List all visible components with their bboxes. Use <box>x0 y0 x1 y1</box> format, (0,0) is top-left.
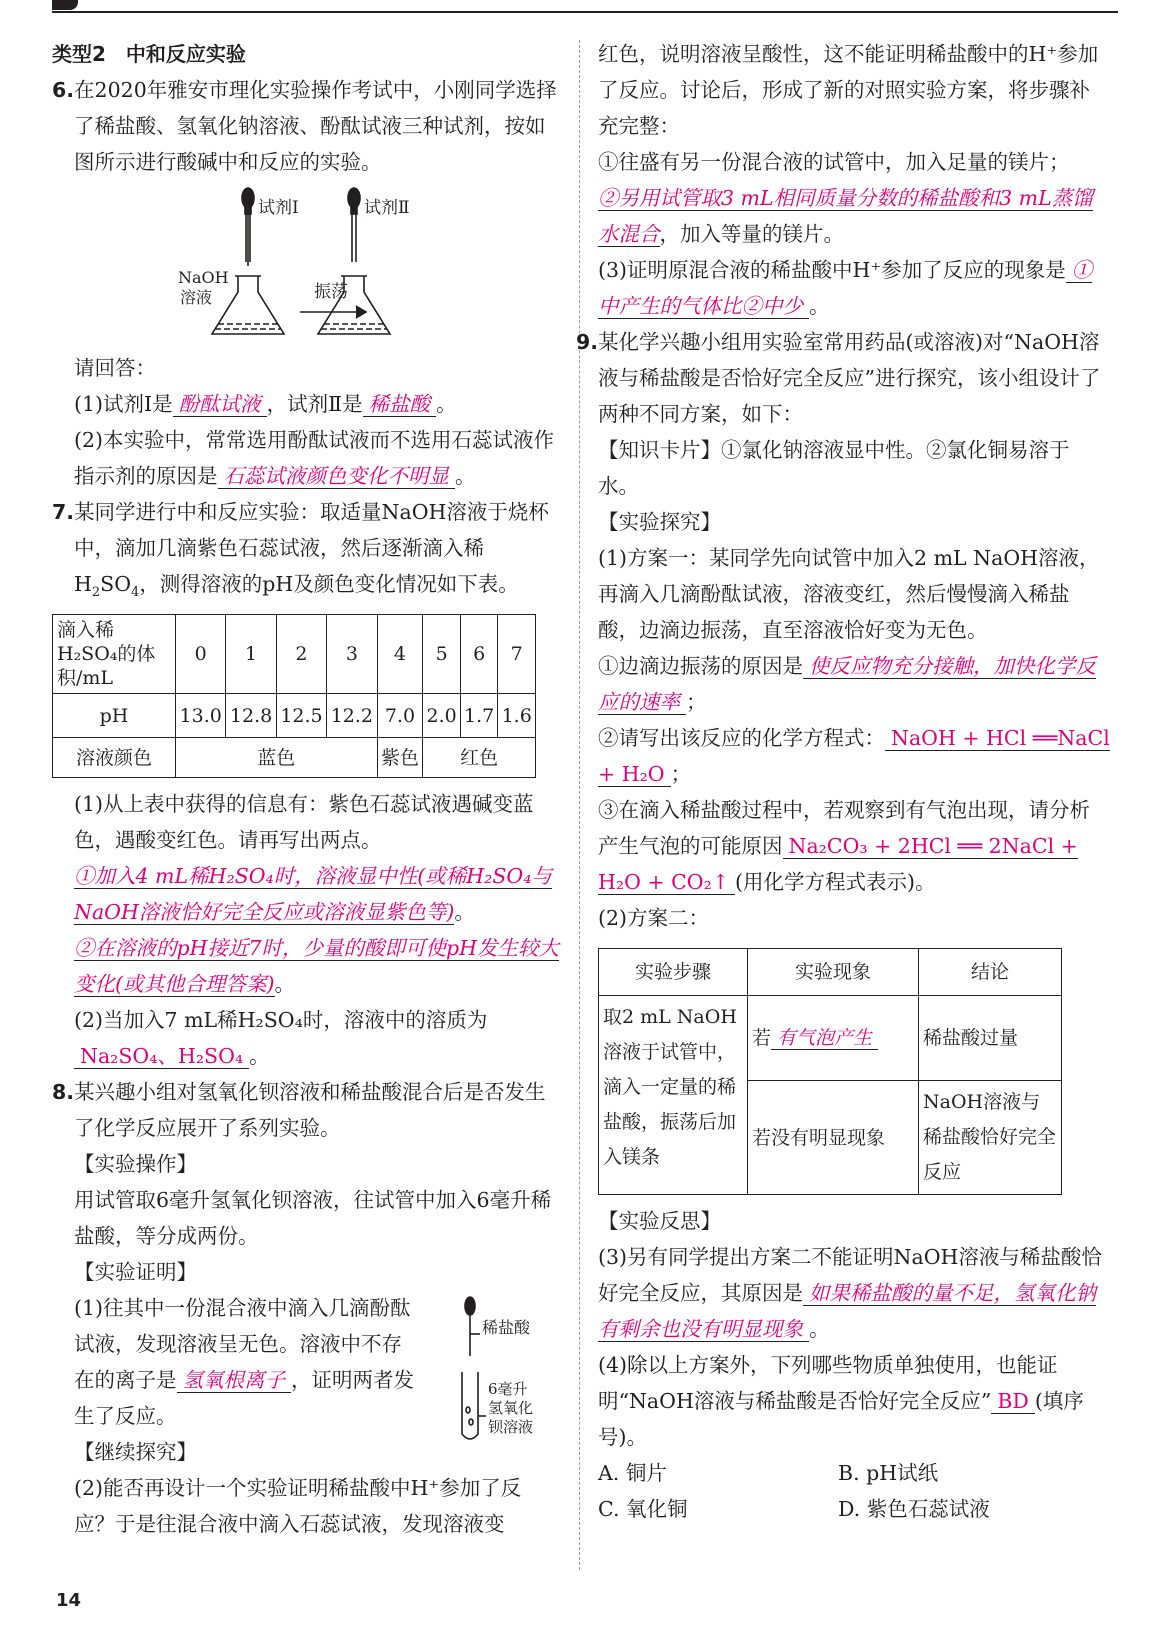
ph-header: pH <box>53 694 176 738</box>
q7-part2: (2)当加入7 mL稀H₂SO₄时，溶液中的溶质为 <box>74 1008 488 1032</box>
volume-header: 滴入稀H₂SO₄的体积/mL <box>53 615 176 694</box>
ph-cell: 2.0 <box>423 694 461 738</box>
volume-cell: 1 <box>226 615 276 694</box>
q8-stem: 某兴趣小组对氢氧化钡溶液和稀盐酸混合后是否发生了化学反应展开了系列实验。 <box>74 1080 546 1140</box>
plan2-table <box>598 948 1062 1195</box>
ph-cell: 12.5 <box>276 694 326 738</box>
color-red-cell: 红色 <box>423 738 536 778</box>
q9-stem: 某化学兴趣小组用实验室常用药品(或溶液)对“NaOH溶液与稀盐酸是否恰好完全反应”进行探究，该小组设计了两种不同方案，如下： <box>598 330 1101 426</box>
q9-number: 9. <box>576 330 599 354</box>
question-6 <box>52 72 560 494</box>
q9-answer4: 如果稀盐酸的量不足，氢氧化钠有剩余也没有明显现象 <box>598 1281 1096 1341</box>
option-d: D. 紫色石蕊试液 <box>838 1497 990 1521</box>
obs2-cell: 若没有明显现象 <box>748 1081 919 1195</box>
ph-cell: 7.0 <box>377 694 423 738</box>
q7-stem-c: ，测得溶液的pH及颜色变化情况如下表。 <box>139 572 519 596</box>
q9-q3 <box>598 792 1110 900</box>
q8-number: 8. <box>52 1080 75 1104</box>
q8-answer3: ①中产生的气体比②中少 <box>598 258 1093 318</box>
fig-base-label-2: 氢氧化 <box>488 1399 534 1417</box>
q9-plan1: (1)方案一：某同学先向试管中加入2 mL NaOH溶液，再滴入几滴酚酞试液，溶液变红，然后慢慢滴入稀盐酸，边滴边振荡，直至溶液恰好变为无色。 <box>598 546 1100 642</box>
q6-answer1: 酚酞试液 <box>173 392 267 417</box>
q8-proof-a: (1)往其中一份混合液中滴入几滴酚酞试液，发现溶液呈无色。溶液中不存在的离子是 <box>74 1296 411 1392</box>
q6-p2-end: 。 <box>455 464 476 488</box>
q8-op-text: 用试管取6毫升氢氧化钡溶液，往试管中加入6毫升稀盐酸，等分成两份。 <box>74 1188 552 1248</box>
reagent1-label: 试剂Ⅰ <box>258 198 299 218</box>
q8-test-tube-figure <box>458 1294 558 1444</box>
q6-p2-text: (2)本实验中，常常选用酚酞试液而不选用石蕊试液作指示剂的原因是 <box>74 428 555 488</box>
q8-op-title: 【实验操作】 <box>74 1152 197 1176</box>
page-header-rule <box>52 0 1118 13</box>
table-row <box>599 949 1062 996</box>
q9-q3-text: ③在滴入稀盐酸过程中，若观察到有气泡出现，请分析产生气泡的可能原因 <box>598 798 1090 858</box>
ph-cell: 1.6 <box>498 694 536 738</box>
q9-p3-text: (3)另有同学提出方案二不能证明NaOH溶液与稀盐酸恰好完全反应，其原因是 <box>598 1245 1102 1305</box>
option-c: C. 氧化铜 <box>598 1497 688 1521</box>
q8-step2-end: ，加入等量的镁片。 <box>659 222 844 246</box>
q9-part4 <box>598 1347 1110 1455</box>
table-row <box>53 615 536 694</box>
volume-cell: 7 <box>498 615 536 694</box>
q8-proof-block <box>52 1290 560 1434</box>
q7-answer3-end: 。 <box>249 1044 270 1068</box>
solution-label: 溶液 <box>180 288 213 307</box>
section-title: 类型2 中和反应实验 <box>52 42 246 66</box>
fig-base-label-3: 钡溶液 <box>488 1418 534 1436</box>
obs1-prefix: 若 <box>752 1027 772 1049</box>
q8-cont-title: 【继续探究】 <box>74 1440 197 1464</box>
color-header: 溶液颜色 <box>53 738 176 778</box>
q8-cont-line1: 红色，说明溶液呈酸性，这不能证明稀盐酸中的H⁺参加了反应。讨论后，形成了新的对照实验方案，将步骤补充完整： <box>598 42 1099 138</box>
ph-cell: 12.2 <box>327 694 377 738</box>
volume-cell: 0 <box>176 615 226 694</box>
q8-p3-text: (3)证明原混合液的稀盐酸中H⁺参加了反应的现象是 <box>598 258 1066 282</box>
ph-cell: 13.0 <box>176 694 226 738</box>
q8-proof-title: 【实验证明】 <box>74 1260 197 1284</box>
header-logo-icon <box>52 0 78 10</box>
obs1-answer: 有气泡产生 <box>771 1027 878 1050</box>
q6-part1 <box>52 386 560 422</box>
question-8 <box>52 1074 560 1542</box>
q7-answer1-end: 。 <box>454 900 475 924</box>
shake-label: 振荡 <box>314 282 348 302</box>
q9-answer1: 使反应物充分接触，加快化学反应的速率 <box>598 654 1096 714</box>
con2-cell: NaOH溶液与稀盐酸恰好完全反应 <box>919 1081 1062 1195</box>
q9-p4-end: (填序号)。 <box>598 1389 1084 1449</box>
q6-prompt: 请回答： <box>74 356 156 380</box>
q9-q1 <box>598 648 1110 720</box>
q7-answer1-line <box>52 858 560 930</box>
ph-cell: 1.7 <box>460 694 498 738</box>
q8-step2 <box>598 180 1110 252</box>
color-blue-cell: 蓝色 <box>176 738 378 778</box>
q7-stem-b: SO <box>100 572 132 596</box>
step-cell: 取2 mL NaOH溶液于试管中，滴入一定量的稀盐酸，振荡后加入镁条 <box>599 996 748 1195</box>
q8-proof-text <box>52 1290 420 1434</box>
volume-cell: 2 <box>276 615 326 694</box>
q9-part3 <box>598 1239 1110 1347</box>
q7-answer2-end: 。 <box>274 972 295 996</box>
q6-p1-text-b: ，试剂Ⅱ是 <box>266 392 363 416</box>
q9-explore-title: 【实验探究】 <box>598 510 721 534</box>
phenomenon-header: 实验现象 <box>748 949 919 996</box>
q7-answer3: Na₂SO₄、H₂SO₄ <box>74 1044 249 1069</box>
q7-stem-a: 某同学进行中和反应实验：取适量NaOH溶液于烧杯中，滴加几滴紫色石蕊试液，然后逐渐滴入稀H <box>74 500 549 596</box>
q8-answer1: 氢氧根离子 <box>177 1368 292 1393</box>
obs1-cell <box>748 996 919 1081</box>
flask-diagram <box>52 184 560 344</box>
question-7: 7.某同学进行中和反应实验：取适量NaOH溶液于烧杯中，滴加几滴紫色石蕊试液，然后逐渐滴入稀$H_2SO_4$，测得溶液的pH及颜色变化情况如下表。 滴入稀H₂SO₄的体积/mL 0 1 2 3 4 5 6 7 pH 13.0 12.8 12.5 12.2 7.0 2.0 1.7 1.6 溶液颜色 蓝色 紫色 红色 (1)从上表中获得的信息有：紫色石蕊试液遇碱变蓝色，遇酸变红色。请再写出两点。 ①加入4 mL稀H₂SO₄时，溶液显中性(或稀H₂SO₄与NaOH溶液恰好完全反应或溶液显紫色等)。 ②在溶液的pH接近7时，少量的酸即可使pH发生较大变化(或其他合理答案)。 (2)当加入7 mL稀H₂SO₄时，溶液中的溶质为 Na₂SO₄、H₂SO₄ 。 <box>52 494 560 1074</box>
q6-part2 <box>52 422 560 494</box>
reagent2-label: 试剂Ⅱ <box>364 198 410 218</box>
left-column <box>52 36 560 1542</box>
steps-header: 实验步骤 <box>599 949 748 996</box>
q8-step2-answer: ②另用试管取3 mL相同质量分数的稀盐酸和3 mL蒸馏水混合 <box>598 186 1093 246</box>
q9-answer2: NaOH + HCl ══NaCl + H₂O <box>598 726 1110 786</box>
q7-answer2: ②在溶液的pH接近7时，少量的酸即可使pH发生较大变化(或其他合理答案) <box>74 936 560 996</box>
q7-answer2-line <box>52 930 560 1002</box>
q7-answer1: ①加入4 mL稀H₂SO₄时，溶液显中性(或稀H₂SO₄与NaOH溶液恰好完全反应或溶液显紫色等) <box>74 864 552 924</box>
q9-reflect-title: 【实验反思】 <box>598 1209 721 1233</box>
q9-q1-end: ； <box>686 690 707 714</box>
q8-part3 <box>598 252 1110 324</box>
q9-p3-end: 。 <box>809 1317 830 1341</box>
q7-part1: (1)从上表中获得的信息有：紫色石蕊试液遇碱变蓝色，遇酸变红色。请再写出两点。 <box>74 792 534 852</box>
column-divider <box>579 40 580 1570</box>
q7-number: 7. <box>52 500 75 524</box>
q6-stem: 在2020年雅安市理化实验操作考试中，小刚同学选择了稀盐酸、氢氧化钠溶液、酚酞试液三种试剂，按如图所示进行酸碱中和反应的实验。 <box>74 78 557 174</box>
q9-q2-end: ； <box>670 762 692 786</box>
ph-table <box>52 614 536 778</box>
q9-card: 【知识卡片】①氯化钠溶液显中性。②氯化铜易溶于水。 <box>598 438 1070 498</box>
volume-cell: 5 <box>423 615 461 694</box>
fig-base-label-1: 6毫升 <box>488 1380 528 1398</box>
table-row <box>53 694 536 738</box>
question-8-continued <box>598 36 1110 324</box>
option-a: A. 铜片 <box>598 1461 667 1485</box>
right-column <box>576 36 1110 1527</box>
q6-p1-text-a: (1)试剂Ⅰ是 <box>74 392 173 416</box>
naoh-label: NaOH <box>178 268 229 287</box>
color-purple-cell: 紫色 <box>377 738 423 778</box>
q8-proof-b: ，证明两者发生了反应。 <box>74 1368 414 1428</box>
fig-acid-label: 稀盐酸 <box>482 1318 531 1337</box>
q7-answer3-line <box>52 1038 560 1074</box>
q8-step1: ①往盛有另一份混合液的试管中，加入足量的镁片； <box>598 150 1070 174</box>
q9-plan2: (2)方案二： <box>598 906 710 930</box>
ph-cell: 12.8 <box>226 694 276 738</box>
q9-answer5: BD <box>991 1389 1035 1414</box>
q6-number: 6. <box>52 78 75 102</box>
q8-p3-end: 。 <box>809 294 830 318</box>
page-number: 14 <box>56 1590 82 1611</box>
q9-options-row1 <box>598 1455 1110 1491</box>
con1-cell: 稀盐酸过量 <box>919 996 1062 1081</box>
q8-cont-text: (2)能否再设计一个实验证明稀盐酸中H⁺参加了反应？于是往混合液中滴入石蕊试液，发现溶液变 <box>74 1476 522 1536</box>
volume-cell: 4 <box>377 615 423 694</box>
volume-cell: 3 <box>327 615 377 694</box>
q9-q1-text: ①边滴边振荡的原因是 <box>598 654 803 678</box>
q9-p4-text: (4)除以上方案外，下列哪些物质单独使用，也能证明“NaOH溶液与稀盐酸是否恰好完全反应” <box>598 1353 1058 1413</box>
q6-figure <box>52 184 560 344</box>
question-9 <box>576 324 1110 1527</box>
q9-q2 <box>598 720 1110 792</box>
q9-q3-end: (用化学方程式表示)。 <box>735 870 936 894</box>
q9-q2-text: ②请写出该反应的化学方程式： <box>598 726 885 750</box>
q6-answer3: 石蕊试液颜色变化不明显 <box>218 464 456 489</box>
q9-answer3: Na₂CO₃ + 2HCl ══ 2NaCl + H₂O + CO₂↑ <box>598 834 1078 894</box>
q6-answer2: 稀盐酸 <box>363 392 437 417</box>
table-row <box>53 738 536 778</box>
conclusion-header: 结论 <box>919 949 1062 996</box>
q6-p1-text-c: 。 <box>436 392 457 416</box>
option-b: B. pH试纸 <box>838 1461 939 1485</box>
q9-options-row2 <box>598 1491 1110 1527</box>
volume-cell: 6 <box>460 615 498 694</box>
table-row <box>599 996 1062 1081</box>
